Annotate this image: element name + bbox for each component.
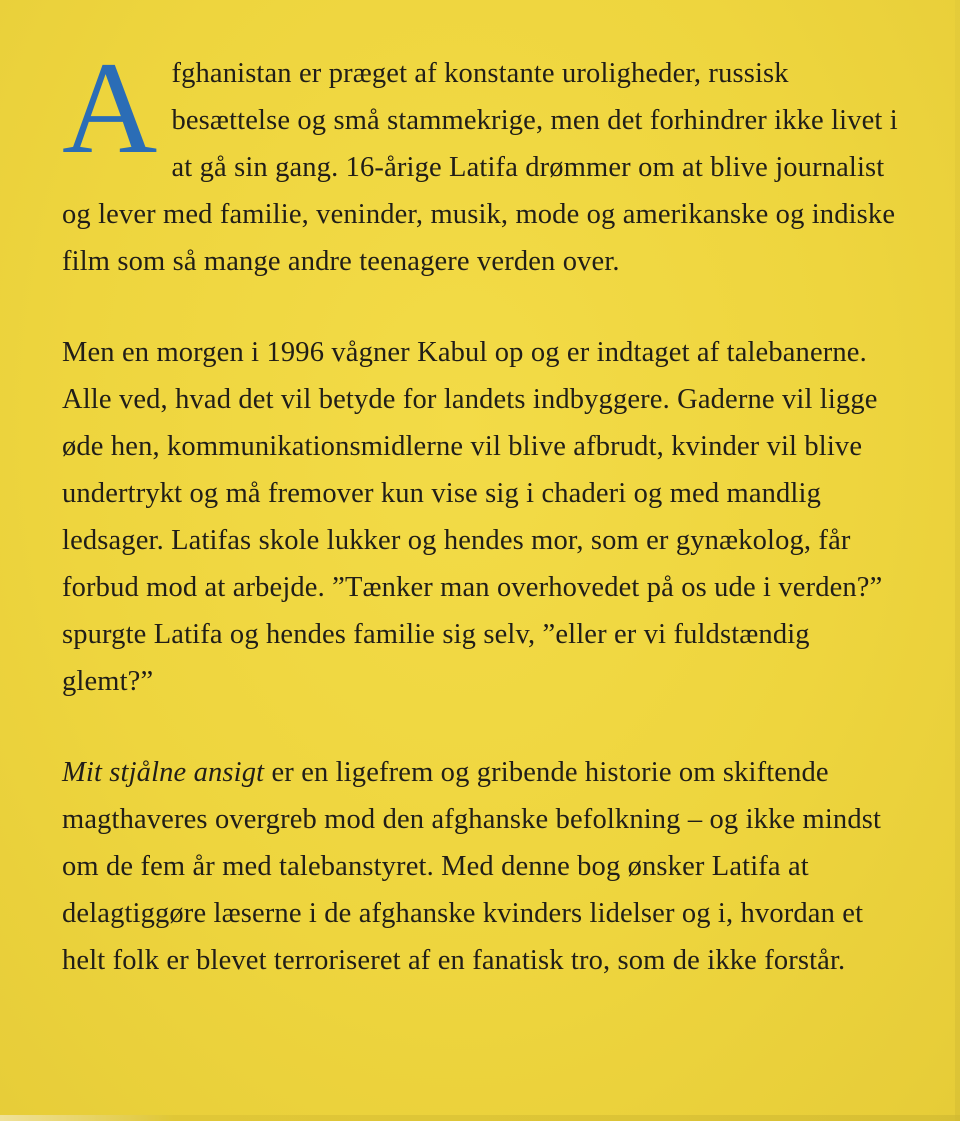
intro-paragraph-text: fghanistan er præget af konstante uroligheder, russisk besættelse og små stammekrige, men det forhindrer ikke livet i at gå sin gang. 16-årige Latifa drømmer om at blive journalist og lever med familie, veninder, musik, mode og amerikanske og indiske film som så mange andre teenagere verden over. xyxy=(62,58,898,277)
paper-edge-bottom xyxy=(0,1115,960,1121)
book-title-italic: Mit stjålne ansigt xyxy=(62,757,265,788)
dropcap-letter: A xyxy=(62,34,158,181)
middle-paragraph: Men en morgen i 1996 vågner Kabul op og er indtaget af talebanerne. Alle ved, hvad det vil betyde for landets indbyggere. Gaderne vil ligge øde hen, kommunikationsmidlerne vil blive afbrudt, kvinder vil blive undertrykt og må fremover kun vise sig i chaderi og med mandlig ledsager. Latifas skole lukker og hendes mor, som er gynækolog, får forbud mod at arbejde. ”Tænker man overhovedet på os ude i verden?” spurgte Latifa og hendes familie sig selv, ”eller er vi fuldstændig glemt?” xyxy=(62,337,883,697)
paper-edge-right xyxy=(955,0,960,1121)
closing-paragraph-text: er en ligefrem og gribende historie om skiftende magthaveres overgreb mod den afghanske befolkning – og ikke mindst om de fem år med talebanstyret. Med denne bog ønsker Latifa at delagtiggøre læserne i de afghanske kvinders lidelser og i, hvordan et helt folk er blevet terroriseret af en fanatisk tro, som de ikke forstår. xyxy=(62,757,882,976)
intro-paragraph xyxy=(62,34,900,285)
closing-paragraph xyxy=(62,749,900,984)
